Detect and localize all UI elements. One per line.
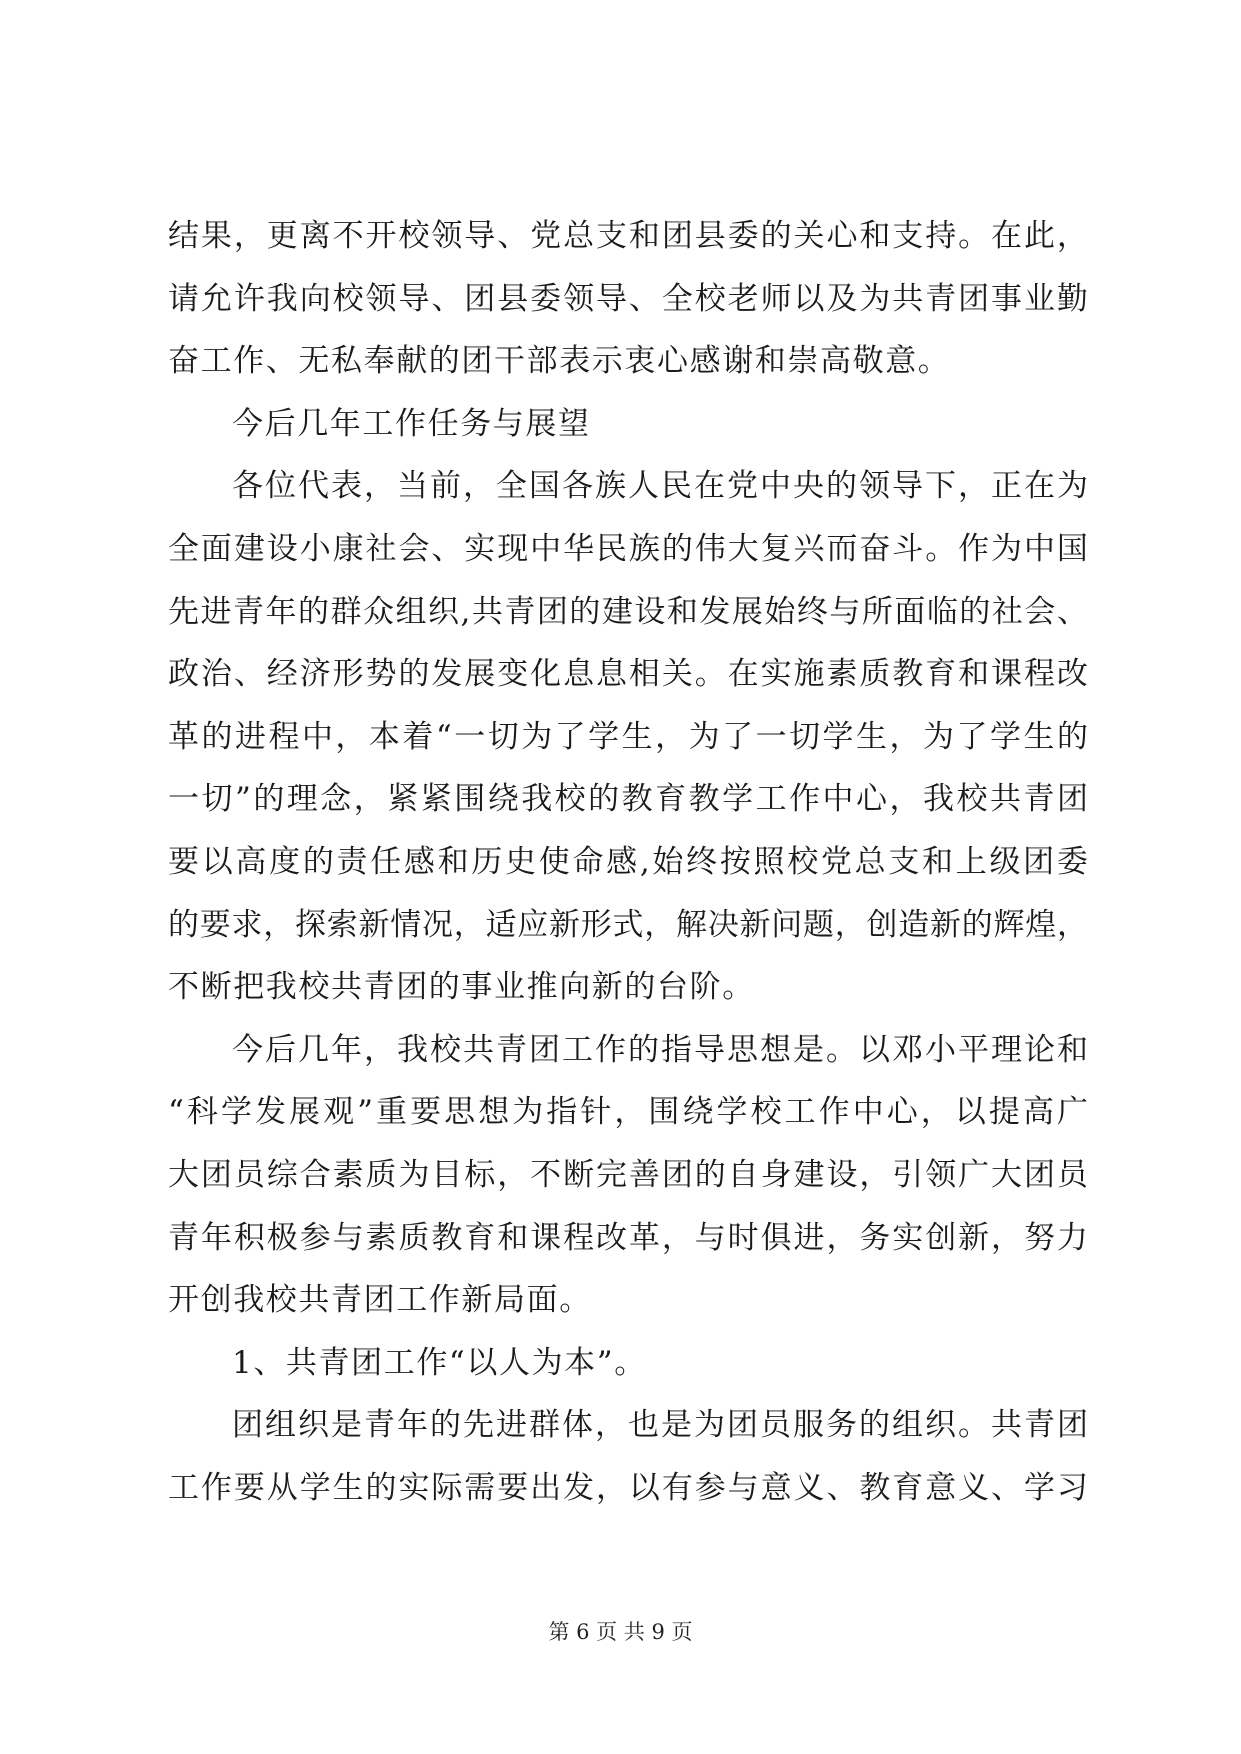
text-line: 青 年 积 极 参 与 素 质 教 育 和 课 程 改 革 ， 与 时 俱 进 ， 务 实 创 新 ， 努 力 <box>168 1219 1088 1256</box>
document-body <box>168 205 1088 1519</box>
text-line: 要 以 高 度 的 责 任 感 和 历 史 使 命 感 , 始 终 按 照 校 党 总 支 和 上 级 团 委 <box>168 843 1088 880</box>
text-line: 今后几年工作任务与展望 <box>232 405 591 442</box>
text-line: 的 要 求 ， 探 索 新 情 况 ， 适 应 新 形 式 ， 解 决 新 问 题 ， 创 造 新 的 辉 煌 ， <box>168 906 1088 943</box>
page-footer: 第 6 页 共 9 页 <box>548 1620 693 1644</box>
text-line: 政 治 、 经 济 形 势 的 发 展 变 化 息 息 相 关 。 在 实 施 素 质 教 育 和 课 程 改 <box>168 656 1088 693</box>
text-line: 团 组 织 是 青 年 的 先 进 群 体 ， 也 是 为 团 员 服 务 的 组 织 。 共 青 团 <box>232 1407 1088 1444</box>
text-line: 1、共青团工作“以人为本”。 <box>232 1344 647 1381</box>
text-line: 今 后 几 年 ， 我 校 共 青 团 工 作 的 指 导 思 想 是 。 以 邓 小 平 理 论 和 <box>232 1031 1088 1068</box>
text-line: 工 作 要 从 学 生 的 实 际 需 要 出 发 ， 以 有 参 与 意 义 、 教 育 意 义 、 学 习 <box>168 1469 1088 1506</box>
text-line: 奋工作、无私奉献的团干部表示衷心感谢和崇高敬意。 <box>168 343 951 380</box>
text-line: 不断把我校共青团的事业推向新的台阶。 <box>168 969 755 1006</box>
text-line: 大 团 员 综 合 素 质 为 目 标 ， 不 断 完 善 团 的 自 身 建 设 ， 引 领 广 大 团 员 <box>168 1156 1088 1193</box>
text-line: 先 进 青 年 的 群 众 组 织 , 共 青 团 的 建 设 和 发 展 始 终 与 所 面 临 的 社 会 、 <box>168 593 1088 630</box>
text-line: 请 允 许 我 向 校 领 导 、 团 县 委 领 导 、 全 校 老 师 以 及 为 共 青 团 事 业 勤 <box>168 280 1088 317</box>
text-line: 一 切 ” 的 理 念 ， 紧 紧 围 绕 我 校 的 教 育 教 学 工 作 中 心 ， 我 校 共 青 团 <box>168 781 1088 818</box>
text-line: “ 科 学 发 展 观 ” 重 要 思 想 为 指 针 ， 围 绕 学 校 工 作 中 心 ， 以 提 高 广 <box>168 1094 1088 1131</box>
text-line: 全 面 建 设 小 康 社 会 、 实 现 中 华 民 族 的 伟 大 复 兴 而 奋 斗 。 作 为 中 国 <box>168 530 1088 567</box>
text-line: 各 位 代 表 ， 当 前 ， 全 国 各 族 人 民 在 党 中 央 的 领 导 下 ， 正 在 为 <box>232 468 1088 505</box>
text-line: 革 的 进 程 中 ， 本 着 “ 一 切 为 了 学 生 ， 为 了 一 切 学 生 ， 为 了 学 生 的 <box>168 718 1088 755</box>
text-line: 结 果 ， 更 离 不 开 校 领 导 、 党 总 支 和 团 县 委 的 关 心 和 支 持 。 在 此 ， <box>168 218 1088 254</box>
text-line: 开创我校共青团工作新局面。 <box>168 1282 592 1319</box>
